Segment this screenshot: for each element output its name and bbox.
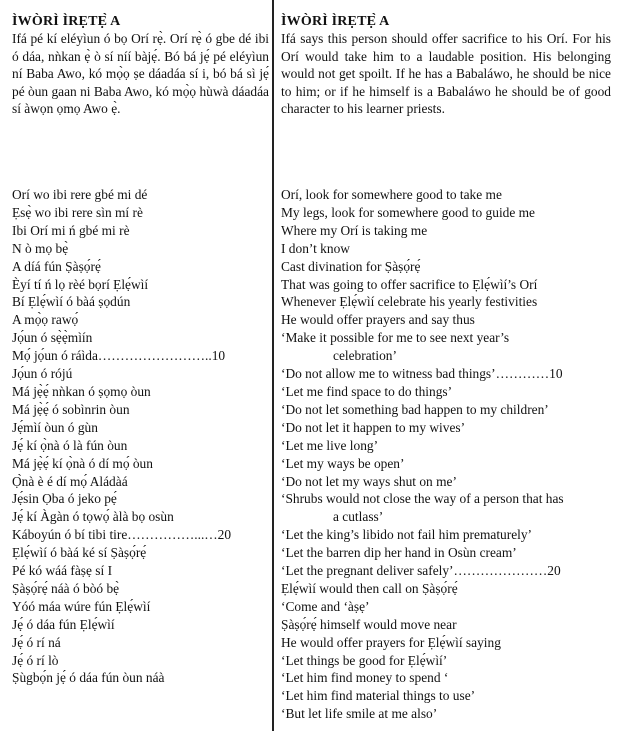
english-verse-line: ‘Make it possible for me to see next year’s xyxy=(281,330,510,346)
yoruba-verse-line: Èyí tí ń lọ rèé bọrí Ẹlẹ́wìí xyxy=(12,276,149,292)
english-verse-line: Orí, look for somewhere good to take me xyxy=(281,187,502,202)
english-verse-line: ‘Let the barren dip her hand in Osùn cream’ xyxy=(281,545,517,561)
english-verse-line: ‘But let life smile at me also’ xyxy=(281,706,438,722)
english-verse-line: Cast divination for Ṣàṣọ́rẹ́ xyxy=(281,258,421,274)
yoruba-verse-line: Má jẹ̀ẹ́ kí ọ̀nà ó dí mọ́ òun xyxy=(12,455,153,471)
english-verse-line: ‘Shrubs would not close the way of a person that has xyxy=(281,491,564,507)
yoruba-verse-line: Jẹ́sin Ọba ó jeko pẹ́ xyxy=(12,491,117,507)
yoruba-verse-line: Mọ́ jọ́un ó ráìda……………………..10 xyxy=(12,348,226,364)
yoruba-verse-line: Ẹlẹ́wìí ó bàá ké sí Ṣàṣọ́rẹ́ xyxy=(12,545,147,561)
english-verse-line: ‘Let the pregnant deliver safely’…………………20 xyxy=(281,563,561,579)
yoruba-verse-line: Ọ̀nà è é dí mọ́ Aládàá xyxy=(12,473,128,489)
english-verse-line: Ṣàṣọ́rẹ́ himself would move near xyxy=(281,616,457,632)
yoruba-verse-line: Pé kó wáá fàṣẹ sí I xyxy=(12,563,113,579)
yoruba-verse-line: Jọ́un ó sẹ̀ẹ̀mìín xyxy=(12,330,93,346)
yoruba-verse-line: Jẹ́ ó dáa fún Ẹlẹ́wìí xyxy=(12,616,115,632)
english-verse-line: ‘Do not let my ways shut on me’ xyxy=(281,473,457,489)
yoruba-intro: Ifá pé kí eléyìun ó bọ Orí rẹ̀. Orí rẹ̀ ó gbe dé ibi ó dáa, nǹkan ẹ̀ ò sí níí bàjẹ́. Bó bá jẹ́ pé eléyìun ní Baba Awo, kó mọ̀ọ ṣe dáadáa sí i, bó bá sì jẹ́ pé òun gaan ni Baba Awo, kó mọ̀ọ hùwà dáadáa sí àwọn ọmọ Awo ẹ̀. xyxy=(12,31,269,117)
english-verse-line: ‘Come and ‘àṣẹ’ xyxy=(281,598,370,614)
english-verse-line: My legs, look for somewhere good to guide me xyxy=(281,204,536,220)
yoruba-verse-line: Orí wo ibi rere gbé mi dé xyxy=(12,187,148,202)
yoruba-heading: ÌWÒRÌ ÌRẸTẸ̀ A xyxy=(12,14,121,29)
english-verse-line: ‘Let him find material things to use’ xyxy=(281,688,476,704)
yoruba-verse-line: N ò mọ bẹ̀ xyxy=(12,240,69,256)
english-intro: Ifá says this person should offer sacrifice to his Orí. For his Orí would take him to a laudable position. His belonging would not get spoilt. If he has a Babaláwo, he should be nice to him; or if he himself is a Babaláwo he should be of good character to his learner priests. xyxy=(281,31,611,117)
yoruba-verse-line: Má jẹ̀ẹ́ nǹkan ó ṣọmọ òun xyxy=(12,383,151,399)
yoruba-verse-line: Ṣùgbọ́n jẹ́ ó dáa fún òun náà xyxy=(12,670,165,686)
yoruba-verse-line: Ẹsẹ̀ wo ibi rere sìn mí rè xyxy=(12,204,143,220)
english-verse-line: ‘Do not allow me to witness bad things’…………10 xyxy=(281,366,563,382)
english-verse-line: ‘Do not let it happen to my wives’ xyxy=(281,419,466,435)
yoruba-verse-line: Jẹ́mìí òun ó gùn xyxy=(12,419,98,435)
yoruba-verse-line: Káboyún ó bí tibi tire……………...…20 xyxy=(12,527,232,543)
yoruba-verse-line: Bí Ẹlẹ́wìí ó bàá ṣọdún xyxy=(12,294,131,310)
yoruba-verse-line: Jẹ́ ó rí lò xyxy=(12,652,59,668)
yoruba-verse xyxy=(12,186,269,687)
english-verse-line: ‘Let things be good for Ẹlẹ́wìí’ xyxy=(281,652,448,668)
column-divider xyxy=(272,0,274,731)
yoruba-verse-line: A mọ̀ọ rawọ́ xyxy=(12,312,79,328)
yoruba-verse-line: Jọ́un ó rójú xyxy=(12,366,73,382)
english-heading: ÌWÒRÌ ÌRẸTẸ̀ A xyxy=(281,14,390,29)
english-verse-line: a cutlass’ xyxy=(333,509,384,525)
english-verse-line: He would offer prayers for Ẹlẹ́wìí saying xyxy=(281,634,501,650)
english-verse-line: ‘Do not let something bad happen to my children’ xyxy=(281,401,549,417)
yoruba-verse-line: Ṣàṣọ́rẹ́ náà ó bòó bẹ̀ xyxy=(12,580,120,596)
english-verse-line: ‘Let me live long’ xyxy=(281,437,379,453)
english-verse-line: That was going to offer sacrifice to Ẹlẹ́wìí’s Orí xyxy=(281,276,538,292)
yoruba-verse-line: Jẹ́ kí Àgàn ó tọwọ́ àlà bọ osùn xyxy=(12,509,174,525)
english-verse xyxy=(281,186,611,723)
yoruba-verse-line: Jẹ́ ó rí ná xyxy=(12,634,61,650)
yoruba-verse-line: Jẹ́ kí ọ̀nà ó là fún òun xyxy=(12,437,128,453)
yoruba-column xyxy=(12,14,269,686)
english-verse-line: celebration’ xyxy=(333,348,397,364)
english-verse-line: Where my Orí is taking me xyxy=(281,222,428,238)
english-verse-line: Ẹlẹ́wìí would then call on Ṣàṣọ́rẹ́ xyxy=(281,580,458,596)
english-verse-line: ‘Let my ways be open’ xyxy=(281,455,405,471)
english-verse-line: ‘Let the king’s libido not fail him prematurely’ xyxy=(281,527,533,543)
english-column xyxy=(281,14,611,722)
yoruba-verse-line: Ibi Orí mi ń gbé mi rè xyxy=(12,222,130,238)
yoruba-verse-line: Má jẹ̀ẹ́ ó sobìnrin òun xyxy=(12,401,130,417)
english-verse-line: Whenever Ẹlẹ́wìí celebrate his yearly festivities xyxy=(281,294,538,310)
english-verse-line: ‘Let him find money to spend ‘ xyxy=(281,670,449,686)
english-verse-line: ‘Let me find space to do things’ xyxy=(281,383,453,399)
english-verse-line: I don’t know xyxy=(281,240,350,256)
yoruba-verse-line: Yóó máa wúre fún Ẹlẹ́wìí xyxy=(12,598,151,614)
english-verse-line: He would offer prayers and say thus xyxy=(281,312,475,328)
yoruba-verse-line: A díá fún Ṣàṣọ́rẹ́ xyxy=(12,258,101,274)
